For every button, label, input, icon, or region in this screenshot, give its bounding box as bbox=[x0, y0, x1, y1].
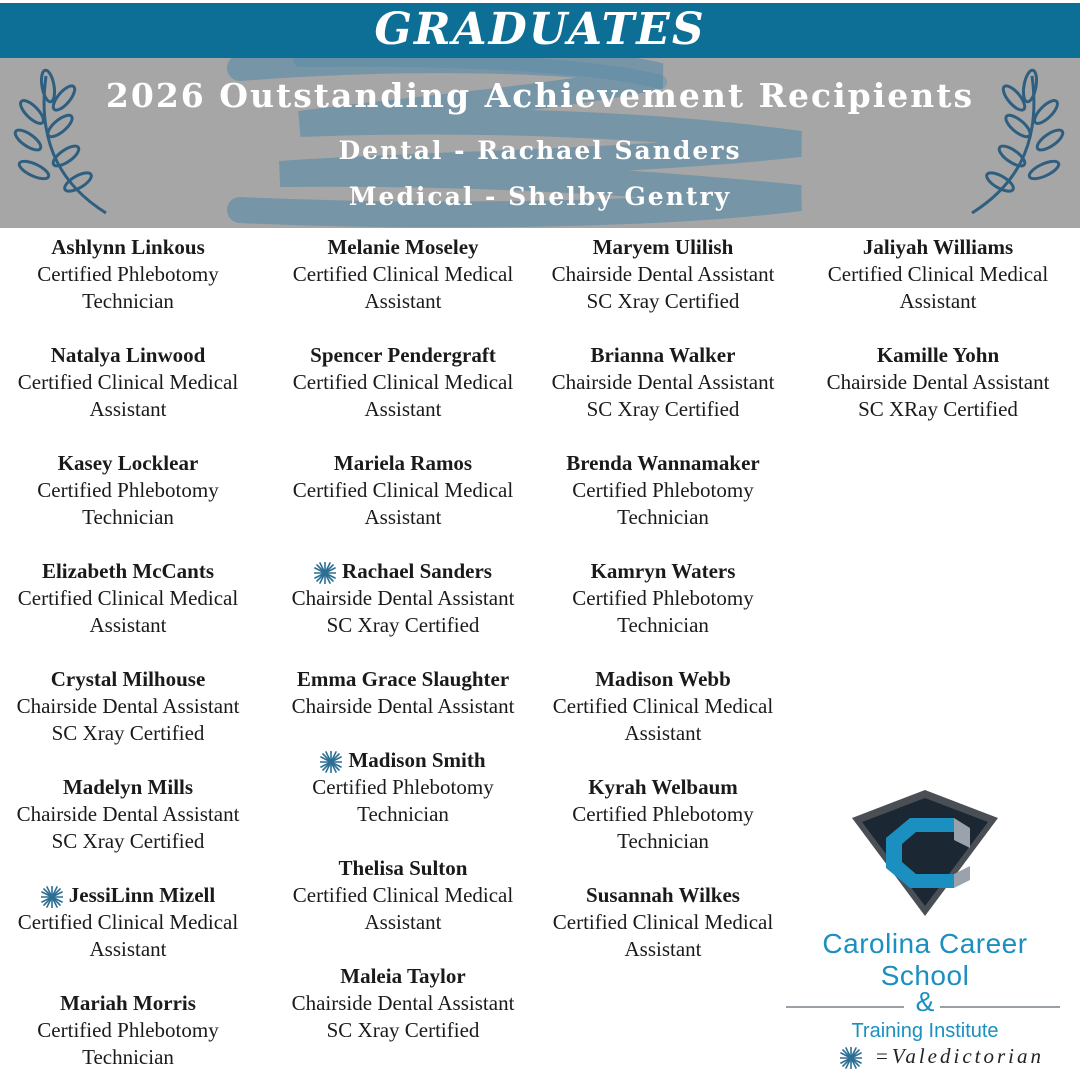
graduate-name bbox=[0, 774, 263, 801]
graduate-credential: SC Xray Certified bbox=[51, 829, 205, 853]
graduate-name-text: Emma Grace Slaughter bbox=[296, 667, 510, 691]
school-logo bbox=[780, 788, 1070, 1043]
graduate-name bbox=[528, 450, 798, 477]
page-title: GRADUATES bbox=[374, 4, 706, 55]
graduate-name-text: Thelisa Sulton bbox=[338, 856, 468, 880]
graduate-credential: Certified Clinical Medical bbox=[292, 883, 514, 907]
graduate-entry bbox=[268, 342, 538, 423]
graduate-name-text: Ashlynn Linkous bbox=[51, 235, 205, 259]
graduate-credential: Certified Phlebotomy bbox=[37, 262, 219, 286]
shield-c-logo-icon bbox=[850, 788, 1000, 918]
graduate-credential: Chairside Dental Assistant bbox=[291, 586, 515, 610]
graduate-name bbox=[528, 342, 798, 369]
graduate-name-text: Brianna Walker bbox=[590, 343, 736, 367]
graduate-entry bbox=[268, 450, 538, 531]
graduate-name bbox=[0, 882, 263, 909]
graduate-entry bbox=[0, 450, 263, 531]
graduate-name-text: Kamryn Waters bbox=[590, 559, 736, 583]
graduate-credential: Chairside Dental Assistant bbox=[16, 694, 240, 718]
graduate-entry bbox=[803, 342, 1073, 423]
graduate-name-text: Crystal Milhouse bbox=[50, 667, 206, 691]
graduate-entry bbox=[528, 450, 798, 531]
graduate-credential: Certified Phlebotomy bbox=[572, 478, 754, 502]
laurel-right-icon bbox=[960, 68, 1072, 218]
graduate-name-text: Maryem Ulilish bbox=[592, 235, 734, 259]
graduate-name bbox=[0, 990, 263, 1017]
graduate-credential: SC XRay Certified bbox=[858, 397, 1018, 421]
graduate-credential: Assistant bbox=[364, 397, 442, 421]
graduate-name-text: Brenda Wannamaker bbox=[566, 451, 760, 475]
graduate-name bbox=[268, 558, 538, 585]
graduate-name-text: JessiLinn Mizell bbox=[68, 883, 216, 907]
graduate-credential: Technician bbox=[82, 1045, 174, 1069]
graduate-credential: Chairside Dental Assistant bbox=[291, 694, 515, 718]
achievement-headline: 2026 Outstanding Achievement Recipients bbox=[105, 76, 975, 115]
graduate-name bbox=[0, 558, 263, 585]
graduate-name bbox=[528, 234, 798, 261]
graduate-credential: Assistant bbox=[364, 289, 442, 313]
graduate-credential: SC Xray Certified bbox=[51, 721, 205, 745]
graduate-name bbox=[0, 342, 263, 369]
graduate-entry bbox=[268, 234, 538, 315]
graduate-name bbox=[268, 450, 538, 477]
graduate-entry bbox=[0, 774, 263, 855]
graduate-credential: Certified Clinical Medical bbox=[552, 694, 774, 718]
graduate-name-text: Susannah Wilkes bbox=[586, 883, 740, 907]
graduate-credential: Chairside Dental Assistant bbox=[551, 370, 775, 394]
graduate-credential: Certified Phlebotomy bbox=[37, 478, 219, 502]
graduate-credential: Certified Clinical Medical bbox=[17, 586, 239, 610]
graduate-name-text: Kyrah Welbaum bbox=[588, 775, 738, 799]
graduate-entry bbox=[0, 882, 263, 963]
graduate-credential: Assistant bbox=[624, 721, 702, 745]
graduate-name-text: Jaliyah Williams bbox=[862, 235, 1014, 259]
valedictorian-legend bbox=[840, 1044, 1044, 1069]
graduate-credential: Technician bbox=[82, 289, 174, 313]
graduate-credential: Assistant bbox=[899, 289, 977, 313]
star-burst-icon bbox=[320, 751, 342, 773]
graduate-credential: Assistant bbox=[89, 397, 167, 421]
graduate-credential: SC Xray Certified bbox=[586, 289, 740, 313]
graduate-name bbox=[0, 666, 263, 693]
graduate-name-text: Mariela Ramos bbox=[333, 451, 473, 475]
graduate-name bbox=[528, 774, 798, 801]
graduate-credential: Technician bbox=[357, 802, 449, 826]
graduate-credential: Chairside Dental Assistant bbox=[291, 991, 515, 1015]
legend-equals: = bbox=[876, 1044, 888, 1068]
graduate-entry bbox=[268, 855, 538, 936]
graduate-name bbox=[528, 558, 798, 585]
graduate-credential: Technician bbox=[617, 613, 709, 637]
graduate-entry bbox=[0, 234, 263, 315]
logo-ampersand: & bbox=[915, 986, 935, 1017]
graduate-credential: Certified Clinical Medical bbox=[552, 910, 774, 934]
graduate-column-4 bbox=[803, 234, 1073, 423]
legend-label: Valedictorian bbox=[891, 1044, 1044, 1068]
graduate-entry bbox=[268, 666, 538, 720]
graduate-name-text: Kasey Locklear bbox=[57, 451, 199, 475]
graduate-name bbox=[268, 666, 538, 693]
graduate-name bbox=[803, 234, 1073, 261]
graduate-entry bbox=[528, 558, 798, 639]
achievement-banner bbox=[0, 58, 1080, 228]
graduate-column-1 bbox=[0, 234, 263, 1071]
graduate-credential: Technician bbox=[617, 829, 709, 853]
graduate-credential: Certified Clinical Medical bbox=[292, 370, 514, 394]
graduate-credential: Assistant bbox=[624, 937, 702, 961]
graduate-entry bbox=[268, 558, 538, 639]
divider-right bbox=[940, 1006, 1060, 1008]
graduate-credential: Certified Phlebotomy bbox=[312, 775, 494, 799]
graduate-credential: Chairside Dental Assistant bbox=[826, 370, 1050, 394]
graduate-name bbox=[268, 342, 538, 369]
graduate-entry bbox=[528, 774, 798, 855]
graduate-credential: Certified Clinical Medical bbox=[292, 262, 514, 286]
graduate-credential: SC Xray Certified bbox=[586, 397, 740, 421]
graduate-credential: Assistant bbox=[364, 910, 442, 934]
graduate-entry bbox=[268, 747, 538, 828]
graduate-credential: Certified Clinical Medical bbox=[17, 910, 239, 934]
graduate-entry bbox=[0, 558, 263, 639]
graduate-name bbox=[268, 747, 538, 774]
graduate-credential: Certified Clinical Medical bbox=[827, 262, 1049, 286]
graduate-entry bbox=[268, 963, 538, 1044]
star-burst-icon bbox=[41, 886, 63, 908]
graduate-credential: Assistant bbox=[89, 613, 167, 637]
graduate-name bbox=[0, 234, 263, 261]
graduate-name bbox=[268, 855, 538, 882]
graduate-name bbox=[0, 450, 263, 477]
school-name: Carolina Career School bbox=[822, 928, 1028, 991]
graduate-credential: SC Xray Certified bbox=[326, 613, 480, 637]
graduate-entry bbox=[0, 666, 263, 747]
star-burst-icon bbox=[314, 562, 336, 584]
graduate-entry bbox=[803, 234, 1073, 315]
laurel-left-icon bbox=[6, 68, 118, 218]
star-burst-icon bbox=[840, 1047, 862, 1069]
graduate-name-text: Maleia Taylor bbox=[340, 964, 466, 988]
graduate-name-text: Madelyn Mills bbox=[62, 775, 194, 799]
graduate-name bbox=[268, 234, 538, 261]
graduate-entry bbox=[528, 882, 798, 963]
medical-award: Medical - Shelby Gentry bbox=[348, 182, 732, 211]
graduate-credential: Technician bbox=[617, 505, 709, 529]
graduate-entry bbox=[528, 666, 798, 747]
graduate-entry bbox=[0, 990, 263, 1071]
graduate-entry bbox=[528, 342, 798, 423]
institute-name: Training Institute bbox=[851, 1020, 999, 1042]
title-bar bbox=[0, 0, 1080, 58]
graduate-credential: Assistant bbox=[89, 937, 167, 961]
graduate-credential: Certified Clinical Medical bbox=[17, 370, 239, 394]
graduate-credential: Certified Phlebotomy bbox=[572, 586, 754, 610]
graduate-name-text: Mariah Morris bbox=[60, 991, 196, 1015]
graduate-column-2 bbox=[268, 234, 538, 1044]
top-rule bbox=[0, 0, 1080, 3]
graduate-credential: Assistant bbox=[364, 505, 442, 529]
graduate-credential: Technician bbox=[82, 505, 174, 529]
graduate-entry bbox=[528, 234, 798, 315]
graduate-credential: Chairside Dental Assistant bbox=[551, 262, 775, 286]
graduate-name bbox=[528, 882, 798, 909]
graduate-name-text: Madison Webb bbox=[595, 667, 731, 691]
graduate-column-3 bbox=[528, 234, 798, 963]
graduate-credential: Certified Phlebotomy bbox=[37, 1018, 219, 1042]
graduate-name-text: Natalya Linwood bbox=[50, 343, 206, 367]
graduate-name-text: Madison Smith bbox=[348, 748, 486, 772]
graduate-name-text: Rachael Sanders bbox=[342, 559, 492, 583]
graduate-credential: Certified Clinical Medical bbox=[292, 478, 514, 502]
graduate-credential: Certified Phlebotomy bbox=[572, 802, 754, 826]
graduate-name-text: Elizabeth McCants bbox=[41, 559, 215, 583]
graduate-name-text: Spencer Pendergraft bbox=[310, 343, 496, 367]
graduate-name bbox=[803, 342, 1073, 369]
graduate-entry bbox=[0, 342, 263, 423]
graduate-name bbox=[268, 963, 538, 990]
graduate-credential: Chairside Dental Assistant bbox=[16, 802, 240, 826]
graduate-name-text: Kamille Yohn bbox=[876, 343, 1000, 367]
graduate-credential: SC Xray Certified bbox=[326, 1018, 480, 1042]
dental-award: Dental - Rachael Sanders bbox=[338, 136, 742, 165]
logo-divider bbox=[780, 986, 1070, 1022]
graduate-name-text: Melanie Moseley bbox=[327, 235, 479, 259]
graduate-name bbox=[528, 666, 798, 693]
